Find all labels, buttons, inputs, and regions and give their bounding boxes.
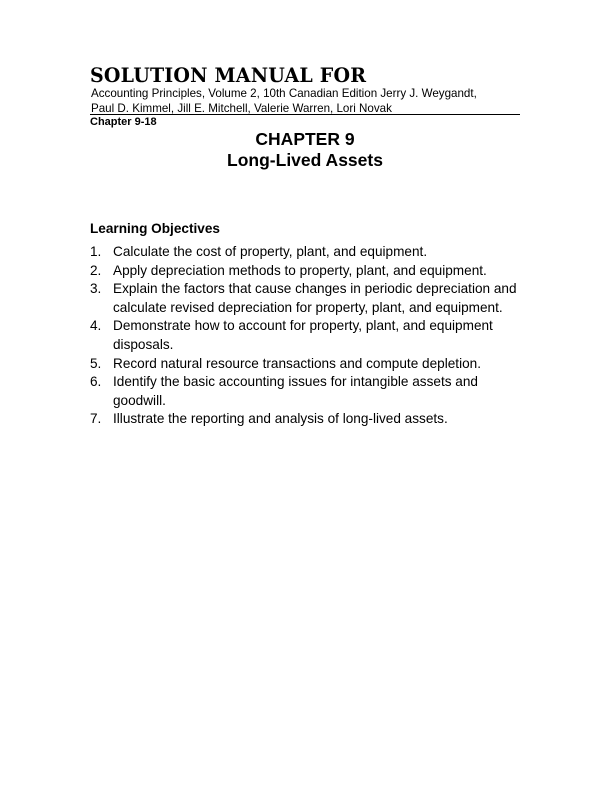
book-info bbox=[90, 87, 520, 116]
chapter-range: Chapter 9-18 bbox=[90, 116, 157, 128]
objective-number: 6. bbox=[90, 374, 102, 390]
header-divider bbox=[90, 114, 520, 115]
objective-item bbox=[90, 373, 520, 410]
chapter-heading bbox=[90, 129, 520, 171]
objective-item bbox=[90, 410, 520, 429]
chapter-title: Long-Lived Assets bbox=[227, 150, 383, 170]
objective-text: Calculate the cost of property, plant, and equipment. bbox=[113, 244, 428, 259]
objective-text: Demonstrate how to account for property, plant, and equipment disposals. bbox=[113, 318, 493, 352]
objective-number: 5. bbox=[90, 355, 102, 371]
solution-manual-banner: SOLUTION MANUAL FOR bbox=[90, 64, 367, 88]
book-info-line-2: Paul D. Kimmel, Jill E. Mitchell, Valerie Warren, Lori Novak bbox=[91, 101, 392, 115]
objective-item bbox=[90, 355, 520, 374]
learning-objectives-heading: Learning Objectives bbox=[90, 221, 220, 236]
objective-number: 2. bbox=[90, 262, 102, 278]
objective-text: Illustrate the reporting and analysis of long-lived assets. bbox=[113, 411, 448, 427]
objective-text: Record natural resource transactions and compute depletion. bbox=[113, 355, 482, 371]
objective-number: 4. bbox=[90, 318, 102, 334]
book-info-line-1: Accounting Principles, Volume 2, 10th Canadian Edition Jerry J. Weygandt, bbox=[91, 87, 477, 100]
objective-list bbox=[90, 243, 520, 429]
objective-item bbox=[90, 317, 520, 354]
objective-text: Explain the factors that cause changes in periodic depreciation and calculate revised depreciation for property, plant, and equipment. bbox=[113, 281, 517, 315]
objective-number: 1. bbox=[90, 244, 102, 259]
objective-item bbox=[90, 243, 520, 262]
objective-number: 7. bbox=[90, 411, 102, 427]
objective-text: Identify the basic accounting issues for intangible assets and goodwill. bbox=[113, 374, 478, 408]
document-header bbox=[90, 64, 520, 116]
objective-text: Apply depreciation methods to property, plant, and equipment. bbox=[113, 262, 487, 278]
objective-item bbox=[90, 262, 520, 281]
chapter-number: CHAPTER 9 bbox=[255, 129, 355, 149]
learning-objectives-section bbox=[90, 220, 520, 429]
objective-item bbox=[90, 280, 520, 317]
objective-number: 3. bbox=[90, 281, 102, 297]
